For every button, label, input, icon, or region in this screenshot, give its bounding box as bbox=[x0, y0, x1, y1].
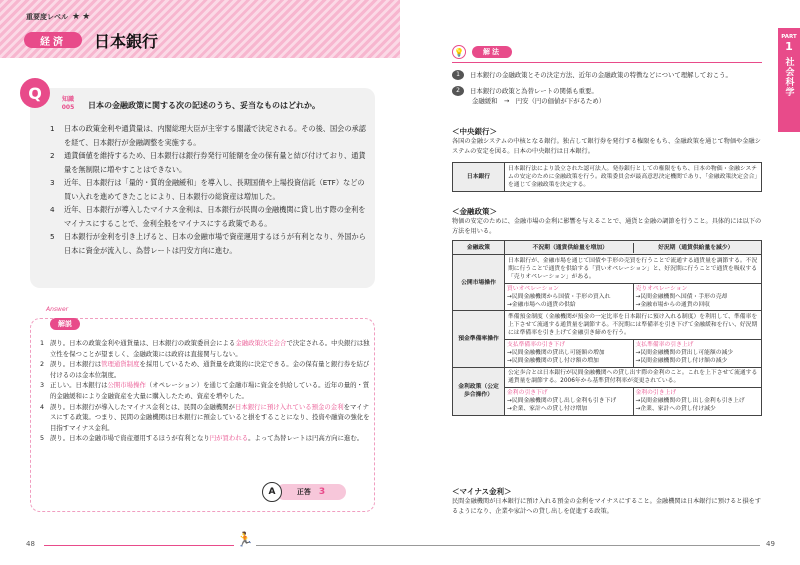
choice-text: 日本銀行が金利を引き上げると、日本の金融市場で資産運用するほうが有利となり、外国から日本に資金が流入し、為替レートは円安方向に進む。 bbox=[64, 232, 366, 255]
question-box bbox=[28, 83, 375, 288]
col-header: 金融政策 bbox=[453, 241, 505, 255]
part-label: PART bbox=[781, 34, 797, 40]
point-number: 1 bbox=[452, 70, 464, 80]
table-cell: 日本銀行法により設立された認可法人。発券銀行としての権限をもち、日本の物価・金融システムの安定のために金融政策を行う。政策委員会が最高意思決定機関であり、「金融政策決定会合」を通じて金融政策を決定する。 bbox=[505, 163, 762, 192]
answer-item bbox=[40, 380, 370, 401]
question-tag: 知識 005 bbox=[61, 96, 75, 111]
answer-text: （オペレーション）を通じて金融市場に資金を供給している。近年の量的・質的金融緩和により金融資産を大量に購入したため、資産を増やした。 bbox=[50, 381, 370, 400]
effect-line: →民間金融機関の貸し出し金利も引き上げ bbox=[635, 398, 745, 405]
central-bank-heading: ＜中央銀行＞ bbox=[452, 127, 497, 136]
effect-line: →民間金融機関へ国債・手形の売却 bbox=[635, 294, 728, 301]
effect-line: 支払準備率の引き下げ bbox=[507, 342, 565, 349]
answer-text: で決定される。中央銀行は独立性を保つことが望ましく、金融政策には政府は直接関与しない。 bbox=[50, 339, 370, 358]
negative-rate-body: 民間金融機関が日本銀行に預け入れる預金の金利をマイナスにすること。金融機関は日本銀行に預けると損をするようになり、企業や家計への貸し出しを促進する政策。 bbox=[452, 498, 761, 515]
part-number: 1 bbox=[785, 40, 793, 53]
choice-text: 近年、日本銀行は「量的・質的金融緩和」を導入し、長期国債や上場投資信託（ETF）などの買い入れを進めてきたことにより、日本銀行の総資産は増加した。 bbox=[64, 178, 365, 201]
answer-pill bbox=[276, 484, 346, 500]
answer-explanations bbox=[40, 338, 370, 444]
effect-line: →金融市場からの通貨の回収 bbox=[635, 302, 710, 309]
table-cell: 日本銀行が、金融市場を通じて国債や手形の売買を行うことで流通する通貨量を調節する。不況期に行うことで通貨を供給する「買いオペレーション」と、好況期に行うことで通貨を吸収する「売りオペレーション」がある。 bbox=[505, 255, 762, 284]
table-row bbox=[453, 255, 762, 284]
footer-line bbox=[400, 545, 760, 546]
effect-line: →民間金融機関から国債・手形の買入れ bbox=[507, 294, 611, 301]
key-point bbox=[452, 86, 762, 106]
table-row bbox=[453, 367, 762, 387]
recession-effects bbox=[505, 340, 634, 367]
answer-number: 1 bbox=[40, 339, 45, 347]
monetary-policy-body: 物価の安定のために、金融市場の金利に影響を与えることで、通貨と金融の調節を行うこと。具体的には以下の方法を用いる。 bbox=[452, 218, 762, 235]
col-header-boom: 好況期（通貨供給量を減少） bbox=[658, 244, 734, 251]
page-number-left: 48 bbox=[26, 540, 35, 548]
table-cell bbox=[505, 340, 762, 368]
title-bar bbox=[24, 30, 158, 50]
right-page bbox=[400, 0, 800, 565]
table-cell bbox=[505, 388, 762, 416]
table-row-head: 公開市場操作 bbox=[453, 255, 505, 311]
central-bank-body: 各国の金融システムの中核となる銀行。独占して銀行券を発行する権限をもち、金融政策を通じて物価や金融システムの安定を図る。日本の中央銀行は日本銀行。 bbox=[452, 138, 761, 155]
answer-text: 。よって為替レートは円高方向に進む。 bbox=[248, 434, 364, 443]
point-number: 2 bbox=[452, 86, 464, 96]
correct-label: 正答 bbox=[296, 488, 311, 496]
effect-line: 売りオペレーション bbox=[635, 285, 688, 292]
negative-rate-heading: ＜マイナス金利＞ bbox=[452, 487, 512, 496]
answer-label: Answer bbox=[46, 306, 69, 313]
subject-tag: 経済 bbox=[24, 32, 82, 48]
choice-item bbox=[50, 230, 368, 257]
effect-line: 買いオペレーション bbox=[507, 285, 559, 292]
col-header-recession: 不況期（通貨供給量を増加） bbox=[508, 243, 634, 253]
effect-line: 支払準備率の引き上げ bbox=[635, 342, 694, 349]
effect-line: 金利の引き下げ bbox=[507, 390, 548, 397]
choice-text: 近年、日本銀行が導入したマイナス金利は、日本銀行が民間の金融機関に貸し出す際の金利をマイナスにすることで、金利全般をマイナスにする政策である。 bbox=[64, 205, 366, 228]
col-header bbox=[505, 241, 762, 255]
page-number-right: 49 bbox=[766, 540, 775, 548]
answer-highlight: 管理通貨制度 bbox=[101, 360, 140, 369]
answer-highlight: 金融政策決定会合 bbox=[235, 339, 287, 347]
choice-item bbox=[50, 122, 368, 149]
answer-text: をマイナスにする政策。つまり、民間の金融機関は日本銀行に預金していると損をすることになり、投資や融資の強化を目指すマイナス金利。 bbox=[50, 402, 370, 432]
answer-number: 3 bbox=[40, 381, 45, 390]
choice-number: 3 bbox=[50, 178, 55, 187]
answer-item bbox=[40, 402, 370, 434]
answer-text: 誤り。日本銀行が導入したマイナス金利とは、民間の金融機関が bbox=[50, 402, 235, 411]
choice-number: 2 bbox=[50, 151, 55, 160]
answer-highlight: 日本銀行に預け入れている預金の金利 bbox=[234, 402, 344, 411]
point-text: 日本銀行の金融政策とその決定方法、近年の金融政策の特徴などについて理解しておこう。 bbox=[470, 71, 732, 79]
table-row bbox=[453, 163, 762, 192]
effect-line: →民間金融機関の貸し付け額の減少 bbox=[635, 358, 728, 365]
table-row bbox=[453, 311, 762, 340]
point-subtext: 金融緩和 → 円安（円の価値が下がるため） bbox=[472, 97, 606, 105]
monetary-policy-table bbox=[452, 240, 762, 416]
question-prompt: 日本の金融政策に関する次の記述のうち、妥当なものはどれか。 bbox=[88, 101, 320, 110]
lightbulb-icon: 💡 bbox=[452, 45, 466, 59]
boom-effects bbox=[634, 340, 762, 367]
importance-label: 重要度レベル bbox=[26, 13, 68, 21]
effect-line: →民間金融機関の貸し付け額の増加 bbox=[507, 358, 599, 365]
recession-effects bbox=[505, 284, 634, 311]
answer-highlight: 公開市場操作 bbox=[107, 381, 146, 390]
runner-icon: 🏃 bbox=[236, 532, 254, 548]
choice-item bbox=[50, 149, 368, 176]
table-cell: 準備預金制度（金融機関が預金の一定比率を日本銀行に預け入れる制度）を利用して、準備率を上下させて流通する通貨量を調節する。不況期には準備率を引き下げて金融緩和を行い、好況期には準備率を引き上げて金融引き締めを行う。 bbox=[505, 311, 762, 340]
effect-line: 金利の引き上げ bbox=[635, 390, 677, 397]
choice-number: 1 bbox=[50, 124, 55, 133]
footer-line bbox=[44, 545, 234, 546]
table-cell bbox=[505, 283, 762, 311]
choice-text: 日本の政策金利や通貨量は、内閣総理大臣が主宰する閣議で決定される。その後、国会の承認を経て、日本銀行が金融調整を実施する。 bbox=[64, 124, 366, 147]
choice-number: 5 bbox=[50, 232, 55, 241]
answer-text: 正しい。日本銀行は bbox=[50, 381, 108, 390]
effect-line: →民間金融機関の貸し出し金利も引き下げ bbox=[507, 398, 617, 405]
choice-item bbox=[50, 203, 368, 230]
table-cell: 公定歩合とは日本銀行が民間金融機関への貸し出す際の金利のこと。これを上下させて流通する通貨量を調節する。2006年から基準貸付利率が変更されている。 bbox=[505, 367, 762, 387]
answer-letter: A bbox=[262, 482, 282, 502]
answer-text: 誤り。日本の政策金利や通貨量は、日本銀行の政策委員会による bbox=[50, 339, 236, 347]
answer-number: 5 bbox=[40, 434, 45, 443]
solution-tag: 解法 bbox=[472, 46, 512, 58]
answer-number: 2 bbox=[40, 360, 45, 369]
choice-item bbox=[50, 176, 368, 203]
divider bbox=[452, 62, 762, 63]
effect-line: →民間金融機関の貸出し可能額の減少 bbox=[635, 350, 734, 357]
answer-result bbox=[262, 482, 346, 502]
answer-text: を採用しているため、通貨量を政策的に決定できる。金の保有量と銀行券を結び付けるのは金本位制度。 bbox=[50, 360, 370, 379]
effect-line: →企業、家計への貸し付け減少 bbox=[635, 406, 716, 413]
choice-text: 通貨価値を維持するため、日本銀行は銀行券発行可能額を金の保有量と結び付けており、通貨量を無制限に増やすことはできない。 bbox=[64, 151, 366, 174]
effect-line: →企業、家計への貸し付け増加 bbox=[507, 406, 588, 413]
effect-line: →民間金融機関の貸出し可能額の増加 bbox=[507, 350, 605, 357]
answer-item bbox=[40, 433, 370, 444]
point-text: 日本銀行の政策と為替レートの関係も重要。 bbox=[470, 87, 598, 95]
footer-line bbox=[256, 545, 400, 546]
chapter-title: 日本銀行 bbox=[94, 31, 159, 51]
solution-header bbox=[452, 45, 512, 59]
choice-number: 4 bbox=[50, 205, 55, 214]
answer-item bbox=[40, 338, 370, 359]
part-title: 社会科学 bbox=[783, 57, 794, 97]
question-choices bbox=[50, 122, 368, 257]
answer-highlight: 円が買われる bbox=[209, 434, 249, 443]
question-icon: Q bbox=[20, 78, 50, 108]
part-side-tab bbox=[778, 28, 800, 132]
boom-effects bbox=[634, 284, 762, 311]
recession-effects bbox=[505, 388, 634, 415]
correct-number: 3 bbox=[318, 487, 326, 497]
table-row-head: 金利政策（公定歩合操作） bbox=[453, 367, 505, 415]
importance-stars: ★★ bbox=[72, 12, 93, 22]
effect-line: →金融市場への通貨の供給 bbox=[507, 302, 576, 309]
answer-number: 4 bbox=[40, 402, 45, 411]
answer-text: 誤り。日本の金融市場で資産運用するほうが有利となり bbox=[50, 434, 210, 443]
table-row-head: 預金準備率操作 bbox=[453, 311, 505, 367]
kaisetsu-tag: 解説 bbox=[50, 318, 80, 330]
key-points bbox=[452, 70, 762, 112]
importance-level bbox=[26, 12, 92, 22]
answer-item bbox=[40, 359, 370, 380]
answer-text: 誤り。日本銀行は bbox=[50, 360, 102, 369]
monetary-policy-heading: ＜金融政策＞ bbox=[452, 207, 497, 216]
key-point bbox=[452, 70, 762, 80]
table-row-head: 日本銀行 bbox=[453, 163, 505, 192]
central-bank-table bbox=[452, 162, 762, 192]
boom-effects bbox=[634, 388, 762, 415]
table-header-row bbox=[453, 241, 762, 255]
